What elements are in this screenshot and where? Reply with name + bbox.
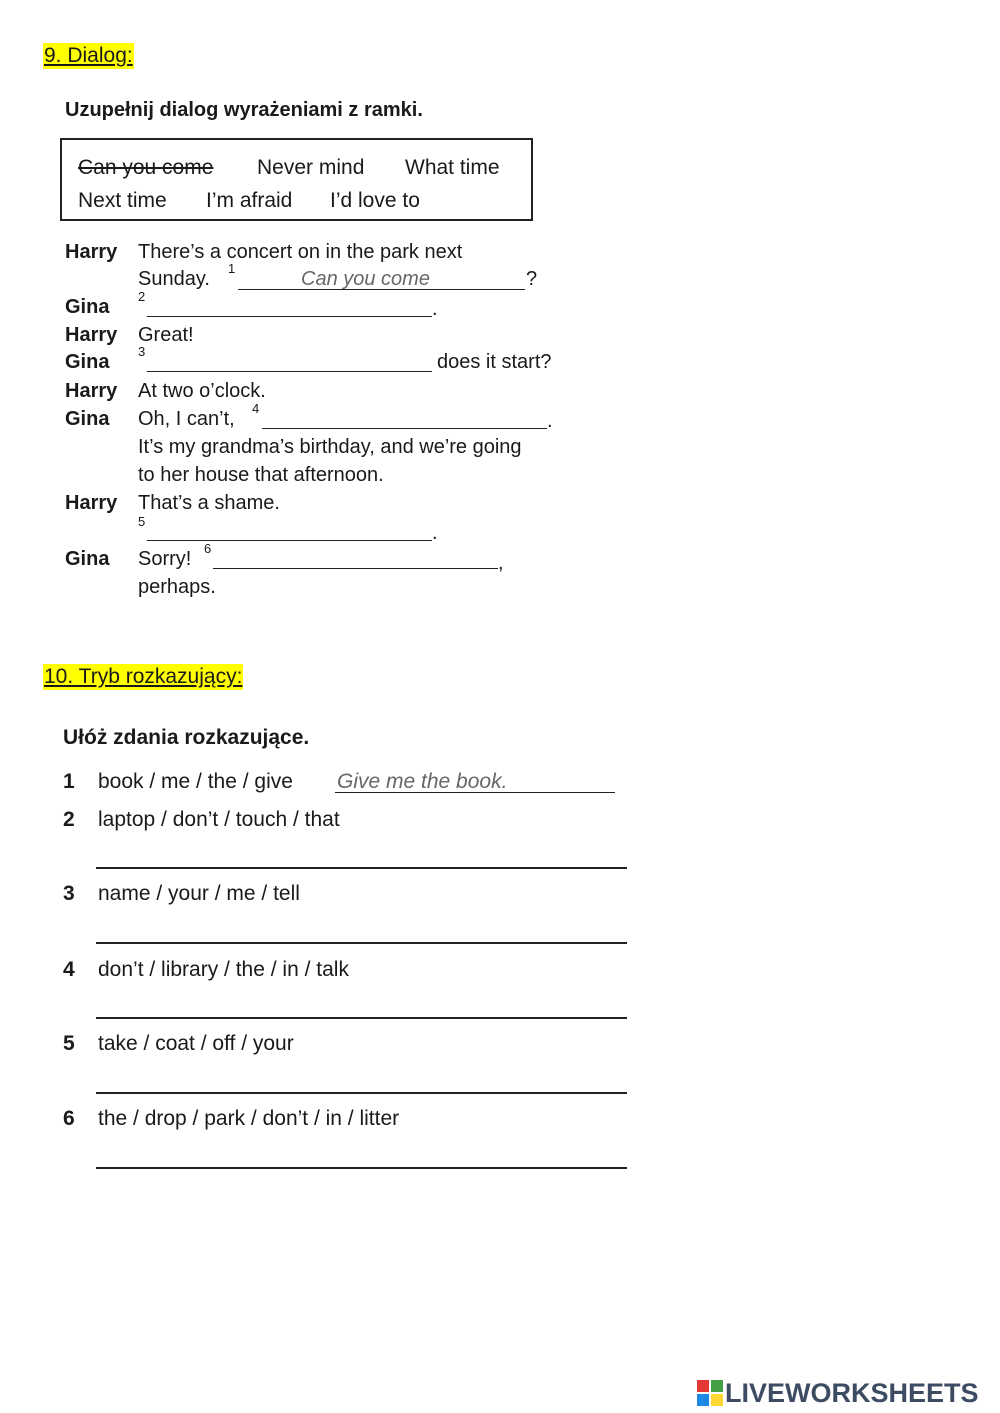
blank-number-1: 1 [228,261,236,276]
speaker-harry: Harry [65,324,118,346]
speaker-gina: Gina [65,351,110,373]
item-answer-line-6[interactable] [96,1167,627,1169]
item-number-1: 1 [63,770,75,793]
dialog-line-6c: to her house that afternoon. [138,464,384,486]
item-answer-line-2[interactable] [96,867,627,869]
blank-number-2: 2 [138,289,146,304]
item-answer-line-3[interactable] [96,942,627,944]
box-word-next-time: Next time [78,189,167,212]
answer-blank-3[interactable] [147,371,432,372]
dialog-line-8b: perhaps. [138,576,216,598]
box-word-never-mind: Never mind [257,156,365,179]
punct-1: ? [526,268,538,290]
answer-blank-5[interactable] [147,540,432,541]
answer-blank-2[interactable] [147,316,432,317]
speaker-gina: Gina [65,408,110,430]
blank-number-3: 3 [138,344,146,359]
item-prompt-6: the / drop / park / don’t / in / litter [98,1107,400,1130]
box-word-can-you-come: Can you come [78,156,214,179]
answer-blank-4[interactable] [262,428,547,429]
logo-brand-text: LIVEWORKSHEETS [725,1378,979,1408]
dialog-line-5: At two o’clock. [138,380,266,402]
blank-number-5: 5 [138,514,146,529]
section-9-instruction: Uzupełnij dialog wyrażeniami z ramki. [65,99,423,121]
word-box [60,138,533,221]
item-number-4: 4 [63,958,75,981]
punct-4: . [547,410,553,432]
box-word-what-time: What time [405,156,500,179]
item-answer-1: Give me the book. [337,770,508,793]
punct-6: , [498,552,504,574]
dialog-line-3: Great! [138,324,194,346]
speaker-gina: Gina [65,296,110,318]
box-word-id-love-to: I’d love to [330,189,420,212]
dialog-line-6b: It’s my grandma’s birthday, and we’re going [138,436,522,458]
item-prompt-2: laptop / don’t / touch / that [98,808,340,831]
speaker-harry: Harry [65,492,118,514]
section-10-title: 10. Tryb rozkazujący: [44,665,243,688]
item-number-6: 6 [63,1107,75,1130]
liveworksheets-logo [697,1378,979,1408]
speaker-gina: Gina [65,548,110,570]
section-10-instruction: Ułóż zdania rozkazujące. [63,726,310,749]
dialog-line-1b: Sunday. [138,268,210,290]
dialog-line-4-after: does it start? [437,351,552,373]
item-number-2: 2 [63,808,75,831]
dialog-line-6: Oh, I can’t, [138,408,235,430]
item-answer-line-1[interactable] [335,792,615,793]
section-9-title: 9. Dialog: [44,44,133,67]
blank-number-4: 4 [252,401,260,416]
item-prompt-3: name / your / me / tell [98,882,300,905]
answer-1: Can you come [301,268,430,290]
item-number-5: 5 [63,1032,75,1055]
dialog-line-1: There’s a concert on in the park next [138,241,463,263]
item-prompt-1: book / me / the / give [98,770,293,793]
dialog-line-7: That’s a shame. [138,492,280,514]
speaker-harry: Harry [65,380,118,402]
box-word-im-afraid: I’m afraid [206,189,293,212]
speaker-harry: Harry [65,241,118,263]
blank-number-6: 6 [204,541,212,556]
item-prompt-4: don’t / library / the / in / talk [98,958,349,981]
dialog-line-8: Sorry! [138,548,192,570]
item-answer-line-4[interactable] [96,1017,627,1019]
punct-2: . [432,298,438,320]
item-answer-line-5[interactable] [96,1092,627,1094]
item-prompt-5: take / coat / off / your [98,1032,294,1055]
item-number-3: 3 [63,882,75,905]
logo-mark-icon [697,1380,723,1406]
punct-5: . [432,522,438,544]
answer-blank-6[interactable] [213,568,498,569]
